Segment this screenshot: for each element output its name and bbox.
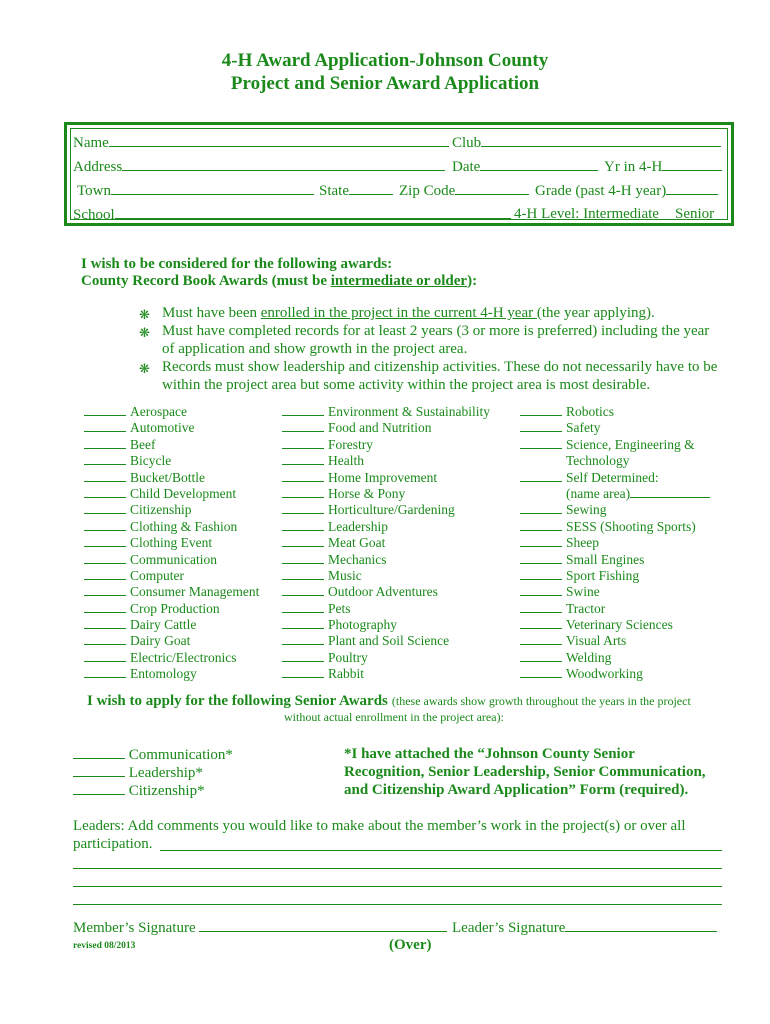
clover-icon: ❋ (139, 361, 150, 376)
attached-form-note-line2: Recognition, Senior Leadership, Senior Communication, (344, 764, 706, 780)
comment-line[interactable] (73, 904, 722, 905)
project-check-blank[interactable] (520, 420, 562, 432)
project-check-blank[interactable] (84, 584, 126, 596)
project-option[interactable] (520, 519, 714, 535)
town-label: Town (77, 183, 111, 199)
project-label: Rabbit (328, 666, 364, 682)
project-option[interactable] (282, 617, 490, 633)
over-note: (Over) (389, 937, 432, 953)
project-check-blank[interactable] (520, 502, 562, 514)
project-check-blank[interactable] (84, 453, 126, 465)
senior-awards-note-line2: without actual enrollment in the project area): (284, 710, 504, 724)
project-label: Environment & Sustainability (328, 404, 490, 419)
yr-in-4h-field[interactable] (604, 158, 722, 176)
project-option[interactable] (84, 568, 259, 584)
project-label: Forestry (328, 436, 373, 452)
project-label: Food and Nutrition (328, 420, 432, 436)
project-check-blank[interactable] (282, 584, 324, 596)
project-label: Woodworking (566, 666, 643, 682)
senior-award-citizenship[interactable]: Citizenship* (73, 782, 205, 800)
project-option[interactable] (282, 519, 490, 535)
project-label: Entomology (130, 666, 197, 682)
project-check-blank[interactable] (282, 453, 324, 465)
project-option[interactable] (282, 470, 490, 486)
project-label: Meat Goat (328, 535, 386, 551)
zip-field[interactable] (399, 182, 529, 200)
project-option[interactable] (282, 404, 490, 420)
grade-field[interactable] (535, 182, 718, 200)
project-option[interactable] (520, 502, 714, 518)
project-option[interactable] (84, 420, 259, 436)
project-check-blank[interactable] (520, 650, 562, 662)
project-option[interactable] (520, 486, 714, 502)
project-check-blank[interactable] (84, 568, 126, 580)
project-label: Plant and Soil Science (328, 633, 450, 649)
project-check-blank[interactable] (520, 404, 562, 416)
project-label: Consumer Management (130, 584, 260, 600)
requirement-records-line1: Must have completed records for at least 2 years (3 or more is preferred) including the year (162, 323, 710, 339)
project-label: Clothing Event (130, 535, 213, 551)
project-label: Dairy Cattle (130, 617, 197, 633)
project-check-blank[interactable] (282, 404, 324, 416)
state-label: State (319, 183, 349, 199)
date-field[interactable] (452, 158, 598, 176)
project-option[interactable] (520, 535, 714, 551)
senior-award-communication[interactable]: Communication* (73, 746, 233, 764)
leader-signature-field[interactable] (452, 919, 717, 937)
project-check-blank[interactable] (520, 584, 562, 596)
project-option[interactable] (84, 601, 259, 617)
project-column-1 (84, 404, 259, 683)
requirement-leadership-line1: Records must show leadership and citizenship activities. These do not necessarily have to be (162, 359, 718, 375)
project-label: Aerospace (130, 404, 187, 419)
school-field[interactable] (73, 206, 511, 224)
project-option[interactable] (282, 420, 490, 436)
project-label: Tractor (566, 600, 606, 616)
project-label: Health (328, 453, 364, 469)
project-option[interactable] (84, 502, 259, 518)
project-check-blank[interactable] (520, 633, 562, 645)
project-check-blank[interactable] (282, 486, 324, 498)
project-check-blank[interactable] (520, 519, 562, 531)
project-check-blank[interactable] (282, 470, 324, 482)
requirement-leadership-line2: within the project area but some activity within the project area is most desirable. (162, 377, 651, 393)
project-label: Computer (130, 567, 184, 583)
project-option[interactable] (520, 617, 714, 633)
address-label: Address (73, 159, 123, 175)
senior-awards-note-line1: (these awards show growth throughout the years in the project (391, 694, 691, 708)
project-check-blank[interactable] (282, 650, 324, 662)
county-record-book-heading: County Record Book Awards (must be intermediate or older): (81, 273, 478, 289)
project-label: Home Improvement (328, 469, 438, 485)
project-option[interactable] (84, 584, 259, 600)
project-label: Electric/Electronics (130, 649, 237, 665)
requirement-records-line2: of application and show growth in the project area. (162, 341, 468, 357)
project-option[interactable] (84, 437, 259, 453)
project-label: Leadership (328, 518, 388, 534)
leaders-comments-participation: participation. (73, 836, 153, 852)
comment-line[interactable] (73, 868, 722, 869)
member-signature-label: Member’s Signature (73, 920, 196, 936)
club-label: Club (452, 135, 482, 151)
project-check-blank[interactable] (282, 420, 324, 432)
project-label: Sport Fishing (566, 567, 640, 583)
clover-icon: ❋ (139, 307, 150, 322)
project-check-blank[interactable] (84, 519, 126, 531)
senior-awards-heading-row (87, 692, 691, 710)
project-check-blank[interactable] (520, 568, 562, 580)
project-option[interactable] (84, 633, 259, 649)
project-column-3 (520, 404, 714, 683)
project-label: Bicycle (130, 453, 172, 469)
project-option[interactable] (282, 453, 490, 469)
project-option[interactable] (520, 601, 714, 617)
project-option[interactable] (84, 666, 259, 682)
leader-signature-label: Leader’s Signature (452, 920, 566, 936)
senior-awards-heading: I wish to apply for the following Senior Awards (87, 693, 388, 709)
project-option[interactable] (282, 486, 490, 502)
project-option[interactable] (84, 404, 259, 420)
project-label: Poultry (328, 649, 368, 665)
project-option[interactable] (520, 404, 714, 420)
project-label: Beef (130, 436, 156, 452)
name-field[interactable] (73, 134, 449, 152)
project-option[interactable] (282, 601, 490, 617)
project-option[interactable] (282, 650, 490, 666)
zip-label: Zip Code (399, 183, 456, 199)
project-label: Mechanics (328, 551, 387, 567)
project-check-blank[interactable] (84, 502, 126, 514)
project-check-blank[interactable] (282, 535, 324, 547)
project-check-blank[interactable] (84, 404, 126, 416)
project-option[interactable] (84, 486, 259, 502)
project-option[interactable] (282, 535, 490, 551)
level-option-intermediate[interactable]: 4-H Level: Intermediate (514, 206, 659, 222)
project-check-blank[interactable] (84, 633, 126, 645)
project-option[interactable] (84, 453, 259, 469)
project-option[interactable] (84, 617, 259, 633)
awards-intro: I wish to be considered for the following awards: (81, 256, 393, 272)
project-label: Music (328, 567, 362, 583)
project-check-blank[interactable] (84, 601, 126, 613)
project-check-blank[interactable] (84, 552, 126, 564)
project-label: Photography (328, 617, 397, 633)
project-option[interactable] (84, 552, 259, 568)
address-field[interactable] (73, 158, 445, 176)
project-option[interactable] (520, 633, 714, 649)
project-label: Citizenship (130, 502, 192, 518)
project-label: SESS (Shooting Sports) (566, 518, 696, 534)
grade-label: Grade (past 4-H year) (535, 183, 667, 199)
project-label: Communication (130, 551, 217, 567)
project-check-blank[interactable] (282, 666, 324, 678)
project-option[interactable] (520, 470, 714, 486)
project-check-blank[interactable] (520, 666, 562, 678)
project-check-blank[interactable] (84, 486, 126, 498)
project-label: Science, Engineering & (566, 436, 695, 452)
state-field[interactable] (319, 182, 393, 200)
project-label: Sewing (566, 502, 607, 518)
project-check-blank[interactable] (282, 633, 324, 645)
project-label: Bucket/Bottle (130, 469, 205, 485)
project-label: Safety (566, 420, 601, 436)
project-label: Technology (566, 453, 630, 469)
clover-icon: ❋ (139, 325, 150, 340)
project-label: Clothing & Fashion (130, 518, 238, 534)
attached-form-note-line3: and Citizenship Award Application” Form (required). (344, 782, 689, 798)
project-label: Small Engines (566, 551, 645, 567)
project-check-blank[interactable] (520, 617, 562, 629)
project-option[interactable] (520, 552, 714, 568)
revised-date: revised 08/2013 (73, 941, 136, 951)
project-check-blank[interactable] (282, 519, 324, 531)
project-option[interactable] (84, 535, 259, 551)
project-label: Swine (566, 584, 600, 600)
project-label: Robotics (566, 404, 615, 419)
project-label: Visual Arts (566, 633, 627, 649)
name-label: Name (73, 135, 109, 151)
project-label: Pets (328, 600, 351, 616)
leaders-comments-prompt: Leaders: Add comments you would like to make about the member’s work in the project(s) or over all (73, 818, 686, 834)
project-check-blank[interactable] (282, 568, 324, 580)
project-label: Crop Production (130, 600, 220, 616)
senior-award-leadership[interactable]: Leadership* (73, 764, 203, 782)
requirement-enrolled: Must have been enrolled in the project in the current 4-H year (the year applying). (162, 305, 655, 321)
project-label: Horticulture/Gardening (328, 502, 455, 518)
project-label: Self Determined: (566, 469, 659, 485)
project-check-blank[interactable] (520, 470, 562, 482)
project-option[interactable] (520, 584, 714, 600)
project-option[interactable] (84, 519, 259, 535)
town-field[interactable] (77, 182, 314, 200)
project-check-blank[interactable] (84, 535, 126, 547)
project-check-blank[interactable] (84, 617, 126, 629)
project-check-blank[interactable] (520, 535, 562, 547)
project-label: Child Development (130, 485, 237, 501)
project-check-blank[interactable] (84, 650, 126, 662)
project-option[interactable] (282, 666, 490, 682)
project-option[interactable] (282, 633, 490, 649)
project-label: Horse & Pony (328, 485, 406, 501)
comment-line[interactable] (73, 886, 722, 887)
project-label: Sheep (566, 535, 599, 551)
project-label: (name area) (566, 485, 631, 501)
project-label: Outdoor Adventures (328, 584, 438, 600)
self-determined-blank[interactable] (630, 486, 710, 498)
project-option[interactable] (520, 666, 714, 682)
project-check-blank[interactable] (282, 552, 324, 564)
project-check-blank[interactable] (84, 470, 126, 482)
club-field[interactable] (452, 134, 721, 152)
attached-form-note-line1: *I have attached the “Johnson County Senior (344, 746, 635, 762)
project-label: Veterinary Sciences (566, 617, 673, 633)
comment-line[interactable] (160, 850, 722, 851)
member-signature-field[interactable] (73, 919, 447, 937)
yr-label: Yr in 4-H (604, 159, 663, 175)
project-option[interactable] (282, 584, 490, 600)
project-column-2 (282, 404, 490, 683)
project-option[interactable] (520, 650, 714, 666)
level-option-senior[interactable]: Senior (675, 206, 715, 222)
project-option[interactable] (84, 650, 259, 666)
project-check-blank[interactable] (520, 601, 562, 613)
project-check-blank[interactable] (520, 552, 562, 564)
project-option[interactable] (84, 470, 259, 486)
project-check-blank[interactable] (84, 437, 126, 449)
project-option[interactable] (520, 568, 714, 584)
project-option[interactable] (282, 502, 490, 518)
project-label: Automotive (130, 420, 195, 436)
project-option[interactable] (520, 437, 714, 453)
project-check-blank[interactable] (282, 601, 324, 613)
project-check-blank[interactable] (84, 666, 126, 678)
page-subtitle: Project and Senior Award Application (230, 73, 540, 94)
project-check-blank[interactable] (520, 437, 562, 449)
project-option[interactable] (282, 568, 490, 584)
project-label: Dairy Goat (130, 633, 191, 649)
project-option[interactable] (520, 453, 714, 469)
page-title: 4-H Award Application-Johnson County (221, 50, 549, 71)
project-option[interactable] (282, 437, 490, 453)
project-label: Welding (566, 649, 612, 665)
date-label: Date (452, 159, 481, 175)
project-option[interactable] (282, 552, 490, 568)
project-check-blank[interactable] (282, 617, 324, 629)
project-option[interactable] (520, 420, 714, 436)
project-check-blank[interactable] (282, 437, 324, 449)
school-label: School (73, 207, 115, 223)
project-check-blank[interactable] (84, 420, 126, 432)
project-check-blank[interactable] (282, 502, 324, 514)
